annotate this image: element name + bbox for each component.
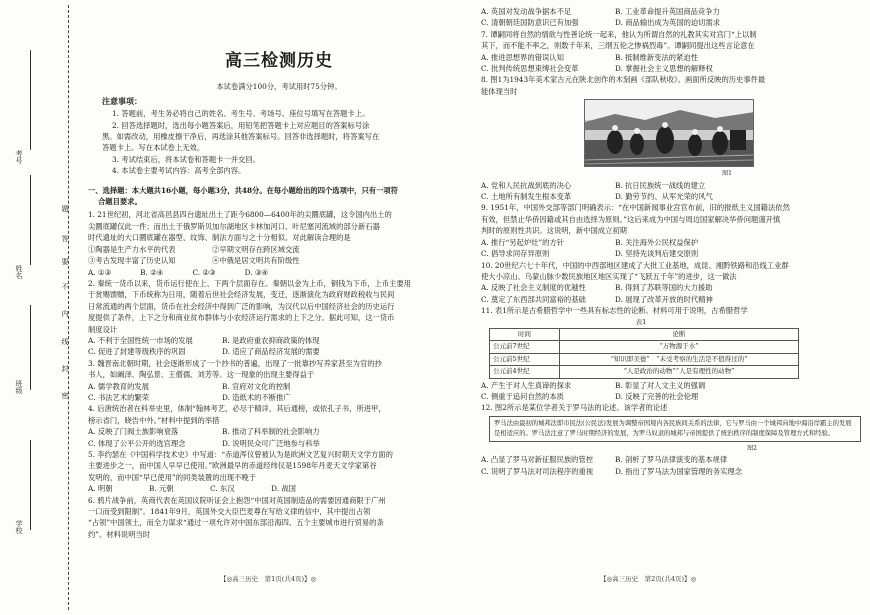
- exam-number-label: 考号: [15, 150, 23, 164]
- name-fill-line: [30, 175, 31, 265]
- question-line: C. 倡导求同存异原则 D. 坚持先谈判后建交原则: [481, 249, 699, 259]
- question-line: A. 不利于全国性统一市场的发展 B. 是政府重农抑商政策的体现: [88, 335, 320, 345]
- question-line: 2. 秦统一货币以来，货币运行使在上、下两个层面存在。秦朝以金为上币，铜钱为下币，上币主要用: [88, 278, 412, 288]
- table-header-row: [490, 328, 799, 340]
- left-questions: [88, 209, 470, 540]
- question-line: C. 促进了封建等级秩序的巩固 D. 适应了商品经济发展的需要: [88, 347, 320, 357]
- question-line: C. 清朝朝廷国防意识已有加强 D. 商品输出成为英国的迫切需求: [481, 18, 721, 28]
- exam-number-fill-line: [30, 50, 31, 150]
- school-label: 学校: [15, 520, 23, 534]
- question-line: 主要进步之一，而中国人早早已使用。”欧洲最早的赤道经纬仪是1598年丹麦天文学家第谷: [88, 461, 377, 471]
- question-line: A. 凸显了罗马对新征服民族的管控 B. 剖析了罗马法律演变的基本规律: [481, 455, 728, 465]
- question-line: 书人，如阚泽、陶弘景、王僧孺、刘芳等。这一现象的出现主要得益于: [88, 370, 315, 380]
- note-line: 4. 本试卷主要考试内容：高考全部内容。: [112, 166, 246, 176]
- table-row: [490, 341, 799, 353]
- question-line: A. 产生于对人生真谛的探求 B. 彰显了对人文主义的强调: [481, 380, 706, 390]
- question-line: C. 批判传统思想束缚社会变革 D. 掌握社会主义思想的解释权: [481, 64, 713, 74]
- question-line: 榜示省门，晓告中外。”材料中提到的举措: [88, 415, 220, 425]
- question-line: C. 体现了公平公开的选官理念 D. 说明民众可广泛地参与科举: [88, 438, 320, 448]
- question-line: 5. 李约瑟在《中国科学技术史》中写道：“赤道浑仪曾被认为是欧洲文艺复兴时期天文学方面的: [88, 450, 393, 459]
- seal-char: 答: [61, 235, 69, 243]
- seal-char: 封: [61, 365, 69, 373]
- table-1: [489, 328, 799, 379]
- table-header-cell: 论断: [560, 328, 799, 340]
- figure-2-caption: 图2: [747, 444, 757, 452]
- woodcut-figure: [584, 99, 754, 167]
- question-line: A. ①③ B. ②④ C. ②③ D. ③④: [88, 267, 268, 277]
- question-line: A. 反映了门阀士族影响衰落 B. 推动了科举制的社会影响力: [88, 427, 320, 437]
- table-cell: “知识即美德” “未受考察的生活是不值得过的”: [560, 353, 799, 365]
- note-line: 1. 答题前，考生务必将自己的姓名、考生号、考场号、座位号填写在答题卡上。: [112, 109, 370, 119]
- table-header-cell: 时间: [490, 328, 560, 340]
- question-line: A. 推进思想界的错误认知 B. 抵制维新变法的紧迫性: [481, 52, 698, 62]
- binding-margin: [0, 0, 78, 615]
- table-row: [490, 353, 799, 365]
- question-line: 一口而受到限制”。1841年9月，英国外交大臣巴麦尊在写给义律的信中，其中提出占领: [88, 507, 371, 517]
- name-label: 姓名: [15, 265, 23, 279]
- section-heading: 一、选择题：本大题共16小题，每小题3分，共48分。在每小题给出的四个选项中，只有一项符: [88, 185, 398, 195]
- question-line: A. 英国对发动战争据本不足 B. 工业革命提升英国商品竞争力: [481, 7, 720, 16]
- question-line: 10. 20世纪六七十年代，中国的中西部地区建成了大批工业基地，成昆、湘黔铁路和沿线工业群: [481, 260, 789, 270]
- seal-char: 题: [61, 205, 69, 213]
- question-line: “占领”中国领土，而全力谋求“通过一项允许对中国东部沿海四、五个主要城市进行贸易的条: [88, 518, 384, 528]
- table-cell: 公元前4世纪: [490, 366, 560, 378]
- question-line: C. 奠定了东西部共同富裕的基础 D. 展现了改革开放的时代精神: [481, 294, 713, 304]
- figure-1-caption: 图1: [722, 170, 732, 178]
- figure-2-text: 罗马法由最初的城邦法即市民法(公民法)发展为调整帝国境内各民族间关系的法律，它与罗马由一个城邦向地中海沿岸霸主的发展是相适应的。罗马法注意了罗马时期经济的发展，为罗马奴隶的城邦与帝国提供了统治秩序的制度保障及管理方式和经验。: [494, 419, 852, 437]
- question-line: 12. 图2所示是某位学者关于罗马法的论述。该学者的论述: [481, 403, 668, 413]
- notes-heading: 注意事项：: [102, 95, 142, 106]
- table-cell: “人是政治的动物”“人是有理性的动物”: [560, 366, 799, 378]
- question-line: A. 儒学教育的发展 B. 官府对文化的控制: [88, 381, 291, 391]
- question-line: 日常流通的两个层面，货币在社会经济中得到广泛的影响，为汉代以后中国经济社会的历史运行: [88, 301, 395, 311]
- question-line: C. 土地所有制发生根本变革 D. 勤劳节约、从军光荣的风气: [481, 192, 713, 202]
- question-line: 4. 后唐统治者在科举史里，体制“翰林考艺，必尽于精详，其后通榜，或依孔子书，所进甲，: [88, 404, 386, 414]
- note-line: 黑。如需改动，用橡皮擦干净后，再选涂其他答案标号。回答非选择题时，将答案写在: [102, 132, 380, 142]
- question-line: ③考古发现丰富了历史认知 ④中俄是居文明共有阶级性: [88, 256, 300, 266]
- table-1-caption: 表1: [635, 317, 647, 326]
- question-line: 判时的原则性共识。这说明，新中国成立初期: [481, 226, 627, 236]
- question-line: 使大小凉山、乌蒙山脉少数民族地区地区实现了“飞跃五千年”的进步，这一做法: [481, 271, 737, 281]
- question-line: 11. 表1所示是古希腊哲学中一些具有标志性的论断。材料可用于说明，古希腊哲学: [481, 306, 748, 316]
- right-questions-c: [481, 380, 863, 414]
- question-line: 发明的，而中国“早已使用”的同类装置的出现不晚于: [88, 472, 256, 482]
- question-line: 尖圜底罐仅此一件；而出土于俄罗斯贝加尔湖地区卡林加河口、叶尼塞河流域的部分新石器: [88, 221, 380, 231]
- right-column: [481, 6, 863, 477]
- question-line: 其下，而不能不率之，则数千年来，三纲五伦之惨祸烈毒”。谭嗣同提出这些言论意在: [481, 41, 755, 51]
- seal-char: 要: [61, 258, 69, 266]
- question-line: 6. 鸦片战争前，英商代表在英国议院听证会上抱怨“中国对英国制造品的需要因通商限于广州: [88, 495, 386, 505]
- table-cell: 公元前7世纪: [490, 341, 560, 353]
- section-heading: 合题目要求。: [98, 197, 142, 207]
- question-line: C. 说明了罗马法对司法程序的重视 D. 指出了罗马法为国家管理的务实理念: [481, 466, 742, 476]
- question-line: C. 书法艺术的繁荣 D. 造纸术的不断推广: [88, 392, 291, 402]
- left-column: [88, 34, 470, 540]
- question-line: 能体现当时: [481, 86, 518, 96]
- note-line: 答题卡上。写在本试卷上无效。: [102, 143, 205, 153]
- question-line: 约”。材料说明当时: [88, 529, 151, 539]
- note-line: 3. 考试结束后，将本试卷和答题卡一并交回。: [112, 154, 260, 164]
- class-label: 班级: [15, 380, 23, 394]
- note-line: 2. 回答选择题时，选出每小题答案后，用铅笔把答题卡上对应题目的答案标号涂: [112, 120, 370, 130]
- question-line: 8. 图1为1943年美术家古元在陕北创作的木刻画《部队秋收》。画面所反映的历史事件最: [481, 75, 766, 85]
- school-fill-line: [30, 440, 31, 530]
- exam-info: 本试卷满分100分，考试用时75分钟。: [216, 82, 342, 92]
- right-questions-b: [481, 180, 863, 317]
- question-line: 于赏赐馈赠，下币统称为日用，随着后世社会经济发展，变迁，逐渐演化为政府财政税收与民间: [88, 290, 395, 300]
- question-line: 制度设计: [88, 324, 118, 334]
- right-questions-d: [481, 454, 863, 477]
- harvest-woodcut-image: [585, 100, 754, 167]
- class-fill-line: [30, 305, 31, 390]
- question-line: 度提供了条件，上下之分和商业贫布群体与小农经济运行需求的上下之分。据此可知，这一货币: [88, 313, 395, 323]
- question-line: 有效，但禁止华侨因籍或其自由选择为原则。”这后来成为中国与周边国家解决华侨问题谨开慎: [481, 214, 781, 224]
- table-cell: 公元前5世纪: [490, 353, 560, 365]
- seal-char: 内: [61, 310, 69, 318]
- seal-char: 线: [61, 338, 69, 346]
- question-line: 7. 谭嗣同将自然的情欲与性善论统一起来，他认为所谓自然的礼教其实对宫门“上以制: [481, 29, 757, 39]
- footer-right: 【◎高三历史 第2页(共4页)】◎: [600, 575, 697, 583]
- question-line: 3. 魏晋南北朝时期，社会逐渐形成了一个抄书的普遍，出现了一批靠抄写养家甚至为官的抄: [88, 358, 382, 368]
- table-row: [490, 366, 799, 378]
- footer-left: 【◎高三历史 第1页(共4页)】◎: [220, 575, 317, 583]
- exam-title: 高三检测历史: [225, 51, 333, 71]
- question-line: ①陶器是生产力水平的代表 ②早期文明存在跨区域交流: [88, 244, 300, 254]
- figure-2-box: [489, 416, 861, 442]
- seal-dashed-line: [68, 5, 69, 610]
- seal-char: 不: [61, 283, 69, 291]
- question-line: A. 推行“另起炉灶”的方针 B. 关注海外公民权益保护: [481, 237, 699, 247]
- question-line: 1. 21世纪初，河北省高邑县四台遗址出土了距今6800—6400年的尖圜底罐，这令国内出土的: [88, 210, 392, 220]
- table-cell: “万物源于水”: [560, 341, 799, 353]
- question-line: A. 反映了社会主义制度的优越性 B. 得到了苏联等国的大力援助: [481, 283, 713, 293]
- question-line: C. 侧重于追问自然的本质 D. 反映了完善的社会伦理: [481, 391, 699, 401]
- right-questions-a: [481, 6, 863, 97]
- seal-char: 密: [61, 392, 69, 400]
- question-line: A. 党和人民抗战到底的决心 B. 抗日民族统一战线的建立: [481, 180, 706, 190]
- question-line: 9. 1951年，中国外交部等部门明确表示：“在中国新闻事业宫官布前，旧的报纸主义国籍法依然: [481, 203, 790, 213]
- question-line: A. 明朝 B. 元朝 C. 东汉 D. 战国: [88, 484, 296, 494]
- question-line: 时代遗址的大口圜底罐在器型、纹饰、制法方面与之十分相似。对此解读合理的是: [88, 233, 351, 243]
